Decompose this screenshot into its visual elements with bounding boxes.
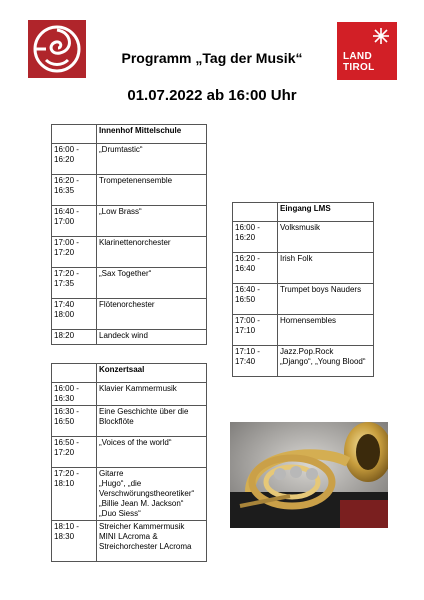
- time-cell: 18:10 - 18:30: [52, 521, 97, 562]
- table-header: Eingang LMS: [278, 203, 374, 222]
- act-cell: „Low Brass“: [97, 206, 207, 237]
- table-header: Konzertsaal: [97, 364, 207, 383]
- time-cell: 16:20 - 16:40: [233, 253, 278, 284]
- table-row: [233, 346, 374, 377]
- table-row: [52, 268, 207, 299]
- time-cell: 16:40 - 17:00: [52, 206, 97, 237]
- table-header-row: [52, 364, 207, 383]
- time-cell: 17:20 - 17:35: [52, 268, 97, 299]
- french-horn-photo: [230, 422, 388, 528]
- eagle-icon: [337, 22, 397, 50]
- act-cell: Klavier Kammermusik: [97, 383, 207, 406]
- time-cell: 17:00 - 17:20: [52, 237, 97, 268]
- time-cell: 18:20: [52, 330, 97, 345]
- table-row: [52, 330, 207, 345]
- music-school-logo: [28, 20, 86, 78]
- act-cell: Klarinettenorchester: [97, 237, 207, 268]
- act-cell: Flötenorchester: [97, 299, 207, 330]
- logo-text-line2: TIROL: [343, 62, 375, 73]
- time-cell: 17:40 18:00: [52, 299, 97, 330]
- table-row: [52, 383, 207, 406]
- table-row: [52, 468, 207, 521]
- time-cell: 17:20 - 18:10: [52, 468, 97, 521]
- table-row: [52, 437, 207, 468]
- table-header-row: [52, 125, 207, 144]
- time-cell: 16:00 - 16:30: [52, 383, 97, 406]
- act-cell: „Sax Together“: [97, 268, 207, 299]
- table-header-row: [233, 203, 374, 222]
- act-cell: Irish Folk: [278, 253, 374, 284]
- table-row: [52, 521, 207, 562]
- time-cell: 16:50 - 17:20: [52, 437, 97, 468]
- table-row: [233, 222, 374, 253]
- page-title: Programm „Tag der Musik“: [121, 50, 303, 66]
- act-cell: Jazz.Pop.Rock „Django“, „Young Blood“: [278, 346, 374, 377]
- table-row: [52, 406, 207, 437]
- time-cell: 17:00 - 17:10: [233, 315, 278, 346]
- act-cell: „Drumtastic“: [97, 144, 207, 175]
- time-cell: 16:00 - 16:20: [233, 222, 278, 253]
- act-cell: Volksmusik: [278, 222, 374, 253]
- time-cell: 16:20 - 16:35: [52, 175, 97, 206]
- act-cell: Trompetenensemble: [97, 175, 207, 206]
- table-row: [233, 284, 374, 315]
- act-cell: Streicher Kammermusik MINI LAcroma & Streichorchester LAcroma: [97, 521, 207, 562]
- table-row: [233, 315, 374, 346]
- act-cell: Trumpet boys Nauders: [278, 284, 374, 315]
- act-cell: Gitarre „Hugo“, „die Verschwörungstheoretiker“ „Billie Jean M. Jackson“ „Duo Siess“: [97, 468, 207, 521]
- header-empty-cell: [52, 364, 97, 383]
- table-row: [52, 206, 207, 237]
- time-cell: 16:40 - 16:50: [233, 284, 278, 315]
- table-header: Innenhof Mittelschule: [97, 125, 207, 144]
- table-row: [233, 253, 374, 284]
- eingang-schedule-table: [232, 202, 374, 377]
- konzertsaal-schedule-table: [51, 363, 207, 562]
- event-date: 01.07.2022 ab 16:00 Uhr: [127, 87, 297, 104]
- table-row: [52, 299, 207, 330]
- time-cell: 17:10 - 17:40: [233, 346, 278, 377]
- table-row: [52, 144, 207, 175]
- table-row: [52, 237, 207, 268]
- act-cell: „Voices of the world“: [97, 437, 207, 468]
- time-cell: 16:00 - 16:20: [52, 144, 97, 175]
- innenhof-schedule-table: [51, 124, 207, 345]
- header-empty-cell: [52, 125, 97, 144]
- act-cell: Landeck wind: [97, 330, 207, 345]
- header-empty-cell: [233, 203, 278, 222]
- act-cell: Hornensembles: [278, 315, 374, 346]
- time-cell: 16:30 - 16:50: [52, 406, 97, 437]
- table-row: [52, 175, 207, 206]
- act-cell: Eine Geschichte über die Blockflöte: [97, 406, 207, 437]
- logo-text-line1: LAND: [343, 51, 372, 62]
